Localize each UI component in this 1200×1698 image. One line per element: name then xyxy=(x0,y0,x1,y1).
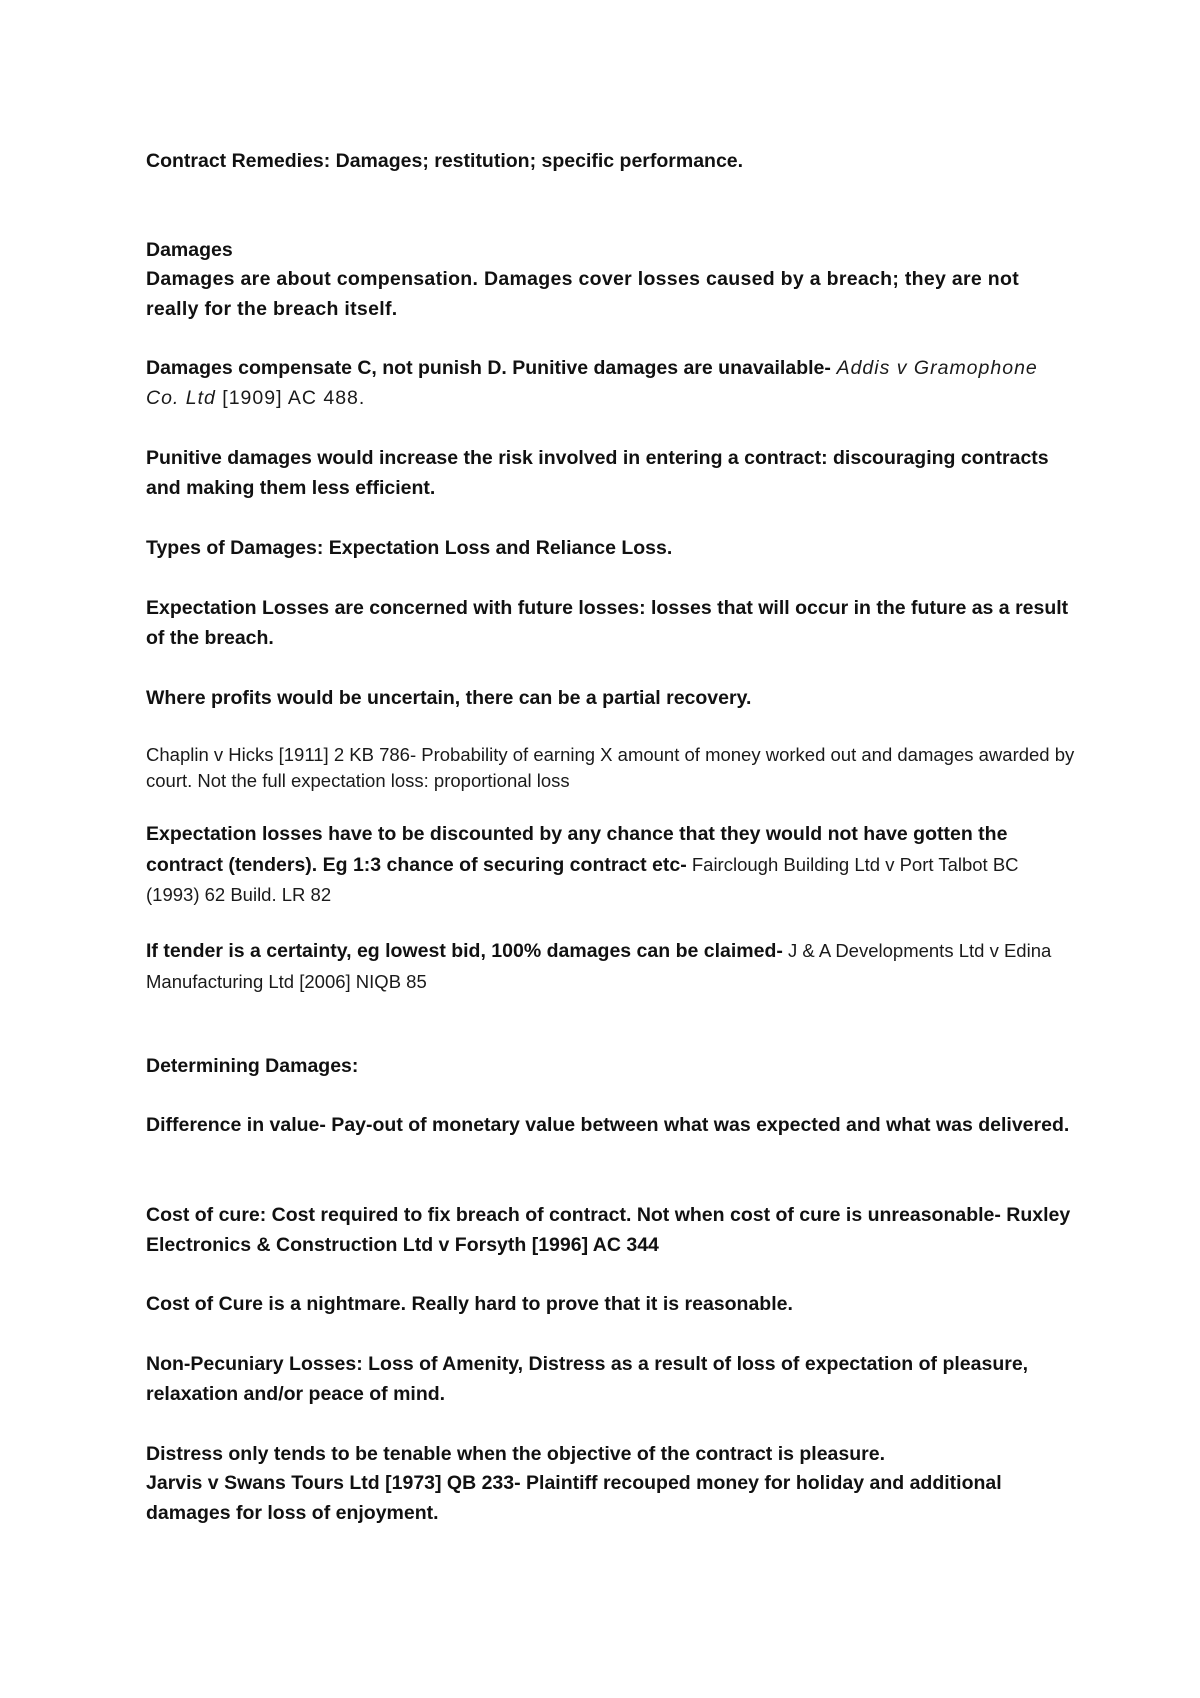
paragraph-non-pecuniary: Non-Pecuniary Losses: Loss of Amenity, Distress as a result of loss of expectation of pleasure, relaxation and/or peace of mind. xyxy=(146,1353,1029,1405)
paragraph-certainty xyxy=(146,936,1076,997)
paragraph-punitive xyxy=(146,354,1076,413)
paragraph-difference-in-value: Difference in value- Pay-out of monetary value between what was expected and what was delivered. xyxy=(146,1114,1070,1136)
paragraph-uncertain-profits: Where profits would be uncertain, there can be a partial recovery. xyxy=(146,687,752,709)
discounted-text: Expectation losses have to be discounted by any chance that they would not have gotten the contract (tenders). Eg 1:3 chance of securing contract etc- xyxy=(146,823,1008,876)
edina-case: J & A Developments Ltd v Edina Manufacturing Ltd [2006] NIQB 85 xyxy=(146,940,1052,992)
paragraph-types: Types of Damages: Expectation Loss and Reliance Loss. xyxy=(146,537,673,559)
addis-citation: [1909] AC 488. xyxy=(215,386,366,409)
paragraph-distress: Distress only tends to be tenable when the objective of the contract is pleasure. xyxy=(146,1443,886,1465)
damages-heading: Damages xyxy=(146,239,233,261)
fairclough-case: Fairclough Building Ltd v Port Talbot BC (1993) 62 Build. LR 82 xyxy=(146,853,1019,905)
paragraph-chaplin: Chaplin v Hicks [1911] 2 KB 786- Probability of earning X amount of money worked out and damages awarded by court. Not the full expectation loss: proportional loss xyxy=(146,744,1075,791)
punitive-text: Damages compensate C, not punish D. Punitive damages are unavailable- xyxy=(146,357,831,379)
paragraph-compensation: Damages are about compensation. Damages cover losses caused by a breach; they are not really for the breach itself. xyxy=(146,268,1019,320)
paragraph-jarvis: Jarvis v Swans Tours Ltd [1973] QB 233- Plaintiff recouped money for holiday and additional damages for loss of enjoyment. xyxy=(146,1472,1002,1524)
paragraph-expectation: Expectation Losses are concerned with future losses: losses that will occur in the future as a result of the breach. xyxy=(146,597,1069,649)
paragraph-nightmare: Cost of Cure is a nightmare. Really hard to prove that it is reasonable. xyxy=(146,1293,793,1315)
paragraph-risk: Punitive damages would increase the risk involved in entering a contract: discouraging contracts and making them less efficient. xyxy=(146,447,1049,499)
addis-case-name: Addis v Gramophone Co. Ltd xyxy=(146,357,1038,409)
paragraph-discounted xyxy=(146,820,1076,911)
determining-damages-heading: Determining Damages: xyxy=(146,1055,359,1077)
document-title: Contract Remedies: Damages; restitution; specific performance. xyxy=(146,150,744,172)
paragraph-cost-of-cure: Cost of cure: Cost required to fix breach of contract. Not when cost of cure is unreasonable- Ruxley Electronics & Construction Ltd v Forsyth [1996] AC 344 xyxy=(146,1204,1071,1256)
certainty-text: If tender is a certainty, eg lowest bid, 100% damages can be claimed- xyxy=(146,940,783,962)
